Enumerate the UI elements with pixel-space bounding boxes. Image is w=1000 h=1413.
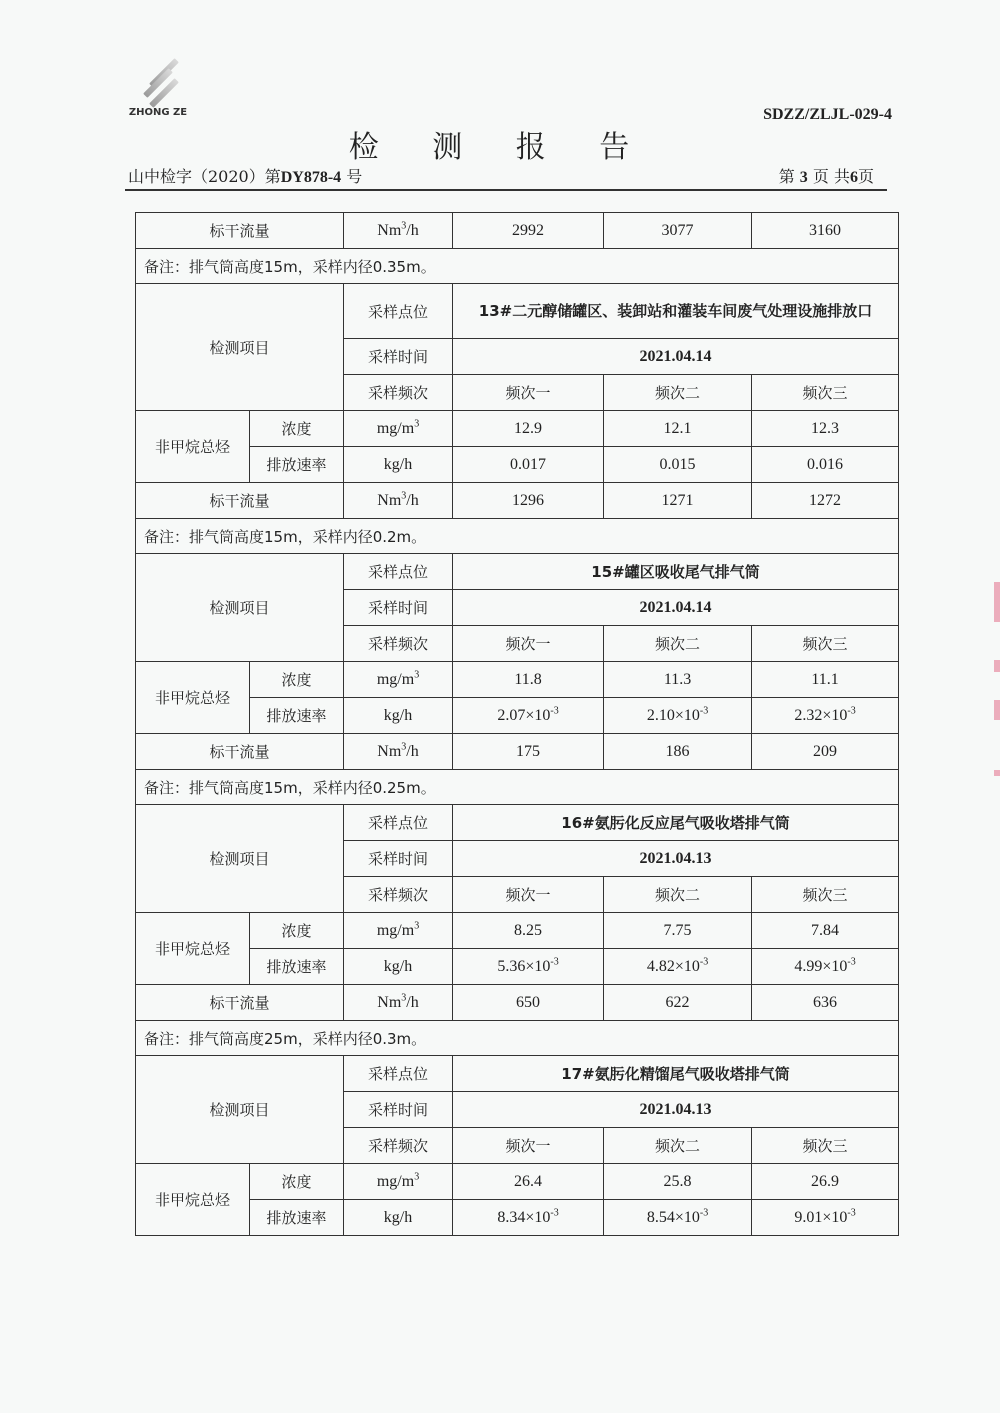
time-value: 2021.04.14 (453, 590, 899, 626)
flow-value: 2992 (453, 213, 604, 249)
flow-value: 3077 (604, 213, 752, 249)
flow-value: 175 (453, 734, 604, 770)
site-value: 15#罐区吸收尾气排气筒 (453, 554, 899, 590)
rate-unit: kg/h (344, 949, 453, 985)
conc-label: 浓度 (250, 411, 344, 447)
item-label: 检测项目 (136, 284, 344, 411)
conc-value: 26.4 (453, 1164, 604, 1200)
freq-2: 频次二 (604, 626, 752, 662)
document-code: SDZZ/ZLJL-029-4 (763, 106, 892, 123)
time-label: 采样时间 (344, 1092, 453, 1128)
rate-label: 排放速率 (250, 949, 344, 985)
conc-label: 浓度 (250, 662, 344, 698)
freq-3: 频次三 (752, 375, 899, 411)
logo-text: ZHONG ZE (128, 107, 188, 118)
flow-unit: Nm$^3$/h (344, 985, 453, 1021)
rate-value: 0.016 (752, 447, 899, 483)
conc-value: 25.8 (604, 1164, 752, 1200)
freq-label: 采样频次 (344, 1128, 453, 1164)
rate-value: $2.07\times 10^{-3}$ (453, 698, 604, 734)
freq-2: 频次二 (604, 877, 752, 913)
test-results-table (135, 212, 899, 1236)
rate-value: $2.10\times 10^{-3}$ (604, 698, 752, 734)
rate-value: 0.017 (453, 447, 604, 483)
flow-value: 636 (752, 985, 899, 1021)
flow-value: 186 (604, 734, 752, 770)
conc-value: 8.25 (453, 913, 604, 949)
rate-unit: kg/h (344, 1200, 453, 1236)
site-label: 采样点位 (344, 805, 453, 841)
site-label: 采样点位 (344, 554, 453, 590)
seal-mark (994, 770, 1000, 776)
item-label: 检测项目 (136, 554, 344, 662)
rate-label: 排放速率 (250, 698, 344, 734)
freq-3: 频次三 (752, 1128, 899, 1164)
conc-value: 12.1 (604, 411, 752, 447)
freq-3: 频次三 (752, 877, 899, 913)
time-value: 2021.04.13 (453, 841, 899, 877)
conc-label: 浓度 (250, 913, 344, 949)
logo-stripes-icon (138, 62, 182, 106)
time-value: 2021.04.14 (453, 339, 899, 375)
pollutant-label: 非甲烷总烃 (136, 411, 250, 483)
conc-value: 7.84 (752, 913, 899, 949)
rate-value: $5.36\times 10^{-3}$ (453, 949, 604, 985)
page-indicator: 第 3 页 共6页 (778, 167, 874, 186)
flow-label: 标干流量 (136, 483, 344, 519)
rate-value: 0.015 (604, 447, 752, 483)
item-label: 检测项目 (136, 1056, 344, 1164)
flow-value: 650 (453, 985, 604, 1021)
freq-1: 频次一 (453, 375, 604, 411)
conc-label: 浓度 (250, 1164, 344, 1200)
conc-unit: $mg/m^3$ (344, 662, 453, 698)
conc-value: 11.8 (453, 662, 604, 698)
conc-unit: $mg/m^3$ (344, 913, 453, 949)
pollutant-label: 非甲烷总烃 (136, 1164, 250, 1236)
site-value: 13#二元醇储罐区、装卸站和灌装车间废气处理设施排放口 (453, 284, 899, 339)
flow-value: 209 (752, 734, 899, 770)
flow-label: 标干流量 (136, 213, 344, 249)
seal-mark (994, 700, 1000, 720)
flow-value: 1272 (752, 483, 899, 519)
flow-label: 标干流量 (136, 985, 344, 1021)
conc-value: 12.3 (752, 411, 899, 447)
seal-mark (994, 582, 1000, 622)
time-label: 采样时间 (344, 590, 453, 626)
flow-value: 622 (604, 985, 752, 1021)
time-label: 采样时间 (344, 339, 453, 375)
site-label: 采样点位 (344, 284, 453, 339)
freq-2: 频次二 (604, 1128, 752, 1164)
pollutant-label: 非甲烷总烃 (136, 913, 250, 985)
seal-mark (994, 660, 1000, 672)
table-row (136, 213, 899, 249)
freq-label: 采样频次 (344, 877, 453, 913)
conc-value: 26.9 (752, 1164, 899, 1200)
rate-value: $4.82\times 10^{-3}$ (604, 949, 752, 985)
flow-value: 1296 (453, 483, 604, 519)
conc-value: 11.1 (752, 662, 899, 698)
report-number: 山中检字（2020）第DY878-4 号 (128, 167, 363, 186)
rate-value: $9.01\times 10^{-3}$ (752, 1200, 899, 1236)
freq-1: 频次一 (453, 626, 604, 662)
note: 备注：排气筒高度15m，采样内径0.25m。 (136, 770, 899, 805)
freq-1: 频次一 (453, 877, 604, 913)
rate-label: 排放速率 (250, 447, 344, 483)
freq-label: 采样频次 (344, 626, 453, 662)
site-value: 17#氨肟化精馏尾气吸收塔排气筒 (453, 1056, 899, 1092)
conc-unit: $mg/m^3$ (344, 1164, 453, 1200)
time-label: 采样时间 (344, 841, 453, 877)
flow-unit: Nm$^3$/h (344, 734, 453, 770)
flow-unit: Nm$^3$/h (344, 213, 453, 249)
rate-value: $4.99\times 10^{-3}$ (752, 949, 899, 985)
conc-value: 7.75 (604, 913, 752, 949)
page-title: 检 测 报 告 (348, 130, 652, 165)
freq-label: 采样频次 (344, 375, 453, 411)
time-value: 2021.04.13 (453, 1092, 899, 1128)
conc-value: 12.9 (453, 411, 604, 447)
rate-unit: kg/h (344, 447, 453, 483)
flow-unit: Nm$^3$/h (344, 483, 453, 519)
note: 备注：排气筒高度25m，采样内径0.3m。 (136, 1021, 899, 1056)
freq-1: 频次一 (453, 1128, 604, 1164)
note: 备注：排气筒高度15m，采样内径0.2m。 (136, 519, 899, 554)
rate-label: 排放速率 (250, 1200, 344, 1236)
conc-unit: $mg/m^3$ (344, 411, 453, 447)
freq-3: 频次三 (752, 626, 899, 662)
rate-unit: kg/h (344, 698, 453, 734)
header-divider (125, 189, 887, 191)
rate-value: $8.34\times 10^{-3}$ (453, 1200, 604, 1236)
company-logo (118, 62, 198, 124)
site-value: 16#氨肟化反应尾气吸收塔排气筒 (453, 805, 899, 841)
site-label: 采样点位 (344, 1056, 453, 1092)
flow-label: 标干流量 (136, 734, 344, 770)
item-label: 检测项目 (136, 805, 344, 913)
flow-value: 1271 (604, 483, 752, 519)
note: 备注：排气筒高度15m，采样内径0.35m。 (136, 249, 899, 284)
conc-value: 11.3 (604, 662, 752, 698)
freq-2: 频次二 (604, 375, 752, 411)
flow-value: 3160 (752, 213, 899, 249)
pollutant-label: 非甲烷总烃 (136, 662, 250, 734)
rate-value: $8.54\times 10^{-3}$ (604, 1200, 752, 1236)
rate-value: $2.32\times 10^{-3}$ (752, 698, 899, 734)
